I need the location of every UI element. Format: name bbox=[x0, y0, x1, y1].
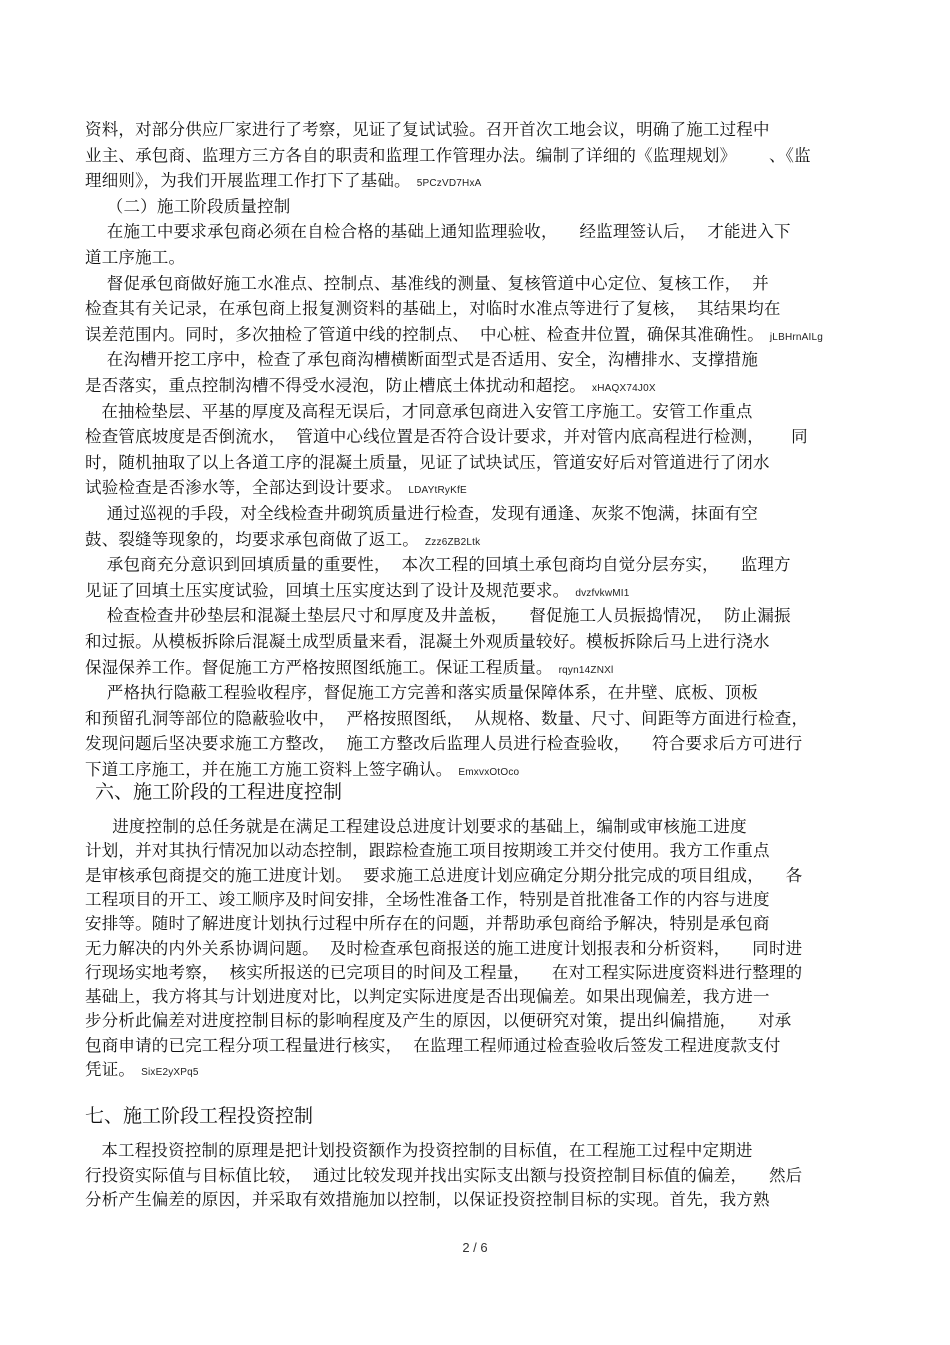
text-line bbox=[85, 450, 770, 476]
text-line bbox=[85, 984, 770, 1010]
line-text: 行投资实际值与目标值比较， 通过比较发现并找出实际支出额与投资控制目标值的偏差， 然后 bbox=[85, 1165, 803, 1185]
line-text: 业主、承包商、监理方三方各自的职责和监理工作管理办法。编制了详细的《监理规划》 、《监 bbox=[85, 145, 811, 165]
line-text: 工程项目的开工、竣工顺序及时间安排，全场性准备工作，特别是首批准备工作的内容与进度 bbox=[85, 889, 770, 909]
line-text: 计划，并对其执行情况加以动态控制，跟踪检查施工项目按期竣工并交付使用。我方工作重点 bbox=[85, 841, 770, 861]
section-heading-investment-control: 七、施工阶段工程投资控制 bbox=[85, 1105, 314, 1127]
text-line bbox=[85, 1187, 770, 1213]
text-line bbox=[85, 887, 770, 913]
text-line bbox=[85, 706, 808, 732]
line-text: 步分析此偏差对进度控制目标的影响程度及产生的原因，以便研究对策，提出纠偏措施， 对承 bbox=[85, 1011, 792, 1031]
text-line bbox=[85, 578, 630, 604]
text-line bbox=[85, 245, 185, 271]
text-line bbox=[85, 373, 656, 399]
text-line bbox=[85, 168, 482, 194]
line-text: 凭证。 bbox=[85, 1060, 136, 1079]
text-line bbox=[85, 322, 823, 348]
line-text: 无力解决的内外关系协调问题。 及时检查承包商报送的施工进度计划报表和分析资料， 同时进 bbox=[85, 938, 803, 958]
text-line bbox=[85, 271, 769, 297]
line-text: 误差范围内。同时，多次抽检了管道中线的控制点、 中心桩、检查井位置，确保其准确性。 bbox=[85, 324, 764, 344]
line-text: 试验检查是否渗水等，全部达到设计要求。 bbox=[85, 478, 403, 498]
line-text: 在施工中要求承包商必须在自检合格的基础上通知监理验收， 经监理签认后， 才能进入下 bbox=[85, 222, 791, 242]
line-text: 督促承包商做好施工水准点、控制点、基准线的测量、复核管道中心定位、复核工作， 并 bbox=[85, 273, 769, 293]
text-line bbox=[85, 655, 613, 681]
watermark-code: rqyn14ZNXl bbox=[558, 664, 614, 676]
line-text: 是否落实，重点控制沟槽不得受水浸泡，防止槽底土体扰动和超挖。 bbox=[85, 376, 586, 395]
line-text: 和预留孔洞等部位的隐蔽验收中， 严格按照图纸， 从规格、数量、尺寸、间距等方面进行检查， bbox=[85, 708, 809, 728]
line-text: 是审核承包商提交的施工进度计划。 要求施工总进度计划应确定分期分批完成的项目组成， 各 bbox=[85, 865, 803, 885]
line-text: 本工程投资控制的原理是把计划投资额作为投资控制的目标值，在工程施工过程中定期进 bbox=[85, 1141, 753, 1160]
line-text: 进度控制的总任务就是在满足工程建设总进度计划要求的基础上，编制或审核施工进度 bbox=[85, 817, 747, 836]
text-line bbox=[85, 731, 802, 757]
text-line bbox=[85, 603, 791, 629]
text-line bbox=[85, 814, 747, 840]
text-line bbox=[85, 296, 781, 322]
text-line bbox=[85, 424, 808, 450]
text-line bbox=[85, 1057, 199, 1083]
text-line bbox=[85, 1008, 791, 1034]
text-line bbox=[85, 680, 758, 706]
watermark-code: EmxvxOtOco bbox=[458, 767, 520, 778]
line-text: 发现问题后坚决要求施工方整改， 施工方整改后监理人员进行检查验收， 符合要求后方可进行 bbox=[85, 734, 803, 754]
line-text: 通过巡视的手段，对全线检查井砌筑质量进行检查，发现有通逢、灰浆不饱满，抹面有空 bbox=[85, 504, 759, 523]
text-line bbox=[85, 1163, 802, 1189]
text-line bbox=[85, 143, 811, 169]
text-line bbox=[85, 960, 802, 986]
line-text: 严格执行隐蔽工程验收程序，督促施工方完善和落实质量保障体系，在井壁、底板、顶板 bbox=[85, 683, 759, 703]
line-text: 在沟槽开挖工序中，检查了承包商沟槽横断面型式是否适用、安全，沟槽排水、支撑措施 bbox=[85, 350, 759, 370]
text-line bbox=[85, 475, 467, 501]
text-line bbox=[85, 629, 770, 655]
line-text: 在抽检垫层、平基的厚度及高程无误后，才同意承包商进入安管工序施工。安管工作重点 bbox=[85, 401, 753, 421]
watermark-code: Zzz6ZB2Ltk bbox=[425, 536, 481, 548]
section-heading-progress-control: 六、施工阶段的工程进度控制 bbox=[95, 781, 343, 803]
watermark-code: 5PCzVD7HxA bbox=[416, 178, 482, 190]
line-text: 时，随机抽取了以上各道工序的混凝土质量，见证了试块试压，管道安好后对管道进行了闭水 bbox=[85, 452, 770, 472]
page-number: 2 / 6 bbox=[462, 1240, 488, 1255]
text-line bbox=[85, 219, 791, 245]
line-text: 承包商充分意识到回填质量的重要性， 本次工程的回填土承包商均自觉分层夯实， 监理方 bbox=[85, 555, 791, 575]
line-text: 理细则》，为我们开展监理工作打下了基础。 bbox=[85, 171, 411, 191]
text-line bbox=[85, 838, 770, 864]
text-line bbox=[85, 1138, 753, 1164]
line-text: 检查其有关记录，在承包商上报复测资料的基础上，对临时水准点等进行了复核， 其结果均在 bbox=[85, 299, 781, 319]
text-line bbox=[85, 399, 753, 425]
line-text: 鼓、裂缝等现象的，均要求承包商做了返工。 bbox=[85, 529, 419, 549]
text-line bbox=[85, 863, 802, 889]
line-text: 分析产生偏差的原因，并采取有效措施加以控制，以保证投资控制目标的实现。首先，我方熟 bbox=[85, 1190, 770, 1209]
text-line bbox=[85, 347, 758, 373]
text-line bbox=[85, 936, 802, 962]
line-text: 保湿保养工作。督促施工方严格按照图纸施工。保证工程质量。 bbox=[85, 657, 553, 677]
line-text: 和过振。从模板拆除后混凝土成型质量来看，混凝土外观质量较好。模板拆除后马上进行浇水 bbox=[85, 632, 770, 651]
text-line bbox=[85, 117, 770, 143]
watermark-code: LDAYtRyKfE bbox=[408, 485, 467, 497]
line-text: 检查检查井砂垫层和混凝土垫层尺寸和厚度及井盖板， 督促施工人员振捣情况， 防止漏振 bbox=[85, 606, 791, 626]
text-line bbox=[85, 527, 480, 553]
line-text: 资料，对部分供应厂家进行了考察，见证了复试试验。召开首次工地会议，明确了施工过程中 bbox=[85, 120, 770, 139]
line-text: 下道工序施工，并在施工方施工资料上签字确认。 bbox=[85, 760, 453, 779]
watermark-code: SixE2yXPq5 bbox=[141, 1067, 199, 1078]
text-line bbox=[85, 552, 791, 578]
line-text: 检查管底坡度是否倒流水， 管道中心线位置是否符合设计要求，并对管内底高程进行检测， 同 bbox=[85, 427, 808, 447]
line-text: （二）施工阶段质量控制 bbox=[85, 196, 291, 216]
text-line bbox=[85, 194, 290, 220]
watermark-code: xHAQX74J0X bbox=[592, 383, 656, 394]
line-text: 包商申请的已完工程分项工程量进行核实， 在监理工程师通过检查验收后签发工程进度款支付 bbox=[85, 1035, 781, 1055]
line-text: 行现场实地考察， 核实所报送的已完项目的时间及工程量， 在对工程实际进度资料进行整理的 bbox=[85, 962, 803, 982]
text-line bbox=[85, 501, 758, 527]
line-text: 安排等。随时了解进度计划执行过程中所存在的问题，并帮助承包商给予解决，特别是承包商 bbox=[85, 914, 770, 934]
line-text: 道工序施工。 bbox=[85, 248, 186, 267]
line-text: 基础上，我方将其与计划进度对比，以判定实际进度是否出现偏差。如果出现偏差，我方进一 bbox=[85, 987, 770, 1007]
watermark-code: dvzfvkwMI1 bbox=[575, 587, 630, 599]
text-line bbox=[85, 911, 770, 937]
line-text: 见证了回填土压实度试验，回填土压实度达到了设计及规范要求。 bbox=[85, 580, 570, 600]
watermark-code: jLBHrnAILg bbox=[769, 331, 824, 343]
text-line bbox=[85, 1033, 781, 1059]
